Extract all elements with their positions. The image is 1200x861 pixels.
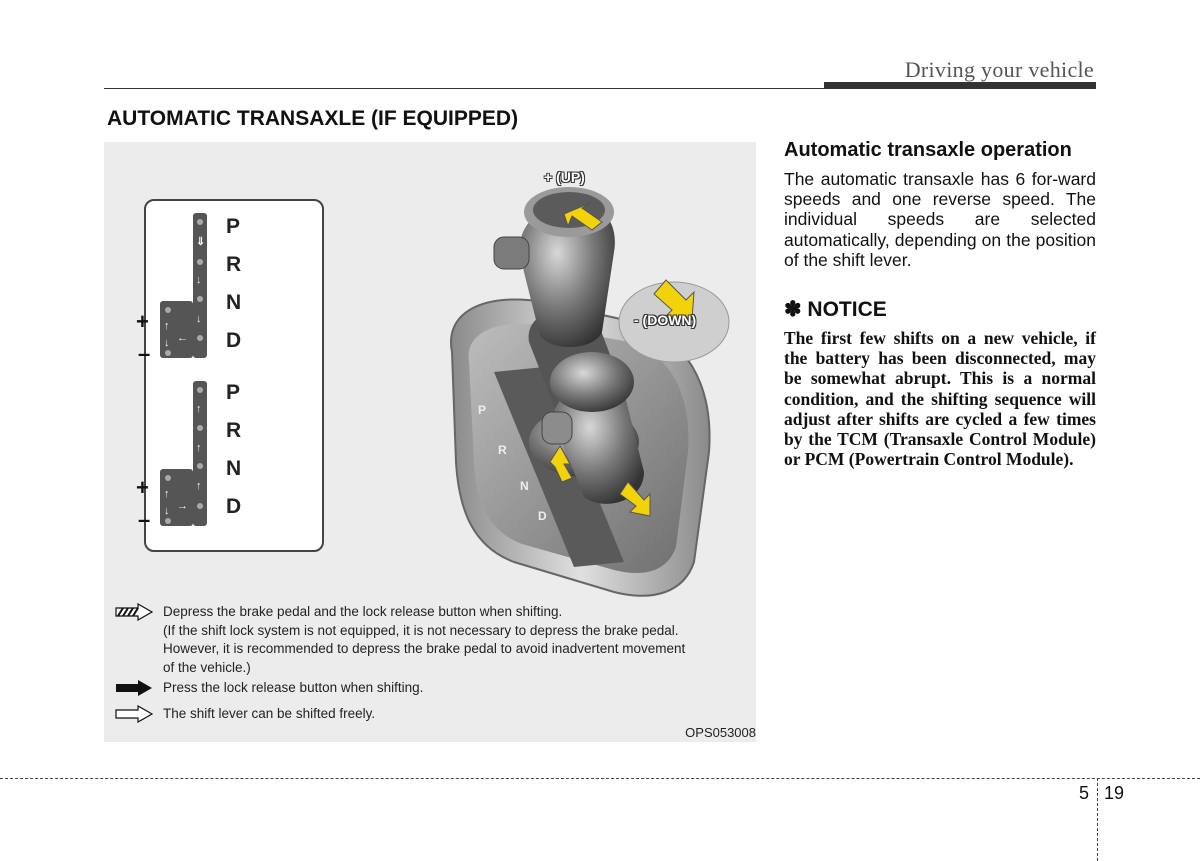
legend-free-shift-text: The shift lever can be shifted freely. [163, 706, 376, 721]
console-label-n: N [520, 479, 529, 493]
chapter-number: 5 [1079, 783, 1090, 803]
legend-item-free-shift [114, 705, 375, 724]
gate-dot [165, 350, 171, 356]
gate-dot [197, 463, 203, 469]
notice-title: ✽ NOTICE [784, 298, 887, 321]
gate-dot [197, 503, 203, 509]
gate-dot [165, 475, 171, 481]
gear-label-p: P [226, 215, 241, 238]
section-title: AUTOMATIC TRANSAXLE (IF EQUIPPED) [107, 107, 519, 130]
legend-brake-line: of the vehicle.) [163, 659, 251, 675]
console-label-d: D [538, 509, 547, 523]
running-header: Driving your vehicle [904, 57, 1094, 82]
gear-label-n: N [226, 457, 242, 480]
gear-label-d: D [226, 495, 242, 518]
left-arrow-icon: ← [177, 332, 188, 344]
legend-brake-line: (If the shift lock system is not equipped, it is not necessary to depress the brake pedal. [163, 622, 679, 638]
footer-page-divider [1097, 778, 1098, 861]
console-label-r: R [498, 443, 507, 457]
callout-down: - (DOWN) [634, 312, 697, 328]
manual-minus-label: – [138, 341, 151, 366]
figure-code: OPS053008 [685, 725, 756, 740]
legend-item-lock-release [114, 679, 423, 698]
callout-up: + (UP) [544, 169, 585, 185]
legend-item-brake [114, 603, 685, 677]
manual-plus-label: + [136, 309, 149, 334]
shift-gate-diagram [136, 199, 324, 552]
hatched-down-arrow-icon: ⇓ [196, 236, 206, 248]
legend-brake-line: However, it is recommended to depress the brake pedal to avoid inadvertent movement [163, 641, 686, 656]
operation-body: The automatic transaxle has 6 for-ward speeds and one reverse speed. The individual speeds are selected automatically, depending on the position of the shift lever. [784, 169, 1096, 270]
page-number: 19 [1104, 783, 1125, 803]
gate-dot [197, 219, 203, 225]
gear-label-d: D [226, 329, 242, 352]
shift-pattern-figure [104, 142, 756, 742]
gate-dot [165, 518, 171, 524]
outline-arrow-icon [114, 705, 154, 723]
manual-plus-label: + [136, 475, 149, 500]
gate-dot [197, 387, 203, 393]
down-arrow-icon: ↓ [196, 313, 202, 325]
operation-title: Automatic transaxle operation [784, 139, 1072, 161]
gate-dot [197, 335, 203, 341]
notice-body: The first few shifts on a new vehicle, if the battery has been disconnected, may be somewhat abrupt. This is a normal condition, and the shifting sequence will adjust after shifts are cycled a few times by the TCM (Transaxle Control Module) or PCM (Powertrain Control Module). [784, 328, 1096, 470]
down-arrow-icon: ↓ [164, 337, 170, 349]
gear-label-n: N [226, 291, 242, 314]
manual-minus-label: – [138, 507, 151, 532]
gear-label-p: P [226, 381, 241, 404]
down-arrow-icon: ↓ [196, 274, 202, 286]
up-arrow-icon: ↑ [196, 403, 202, 415]
gate-dot [197, 259, 203, 265]
gate-dot [197, 425, 203, 431]
down-arrow-icon: ↓ [164, 505, 170, 517]
console-label-p: P [478, 403, 487, 417]
gear-label-r: R [226, 253, 242, 276]
solid-arrow-icon [114, 679, 154, 697]
up-arrow-icon: ↑ [196, 480, 202, 492]
hatched-arrow-icon [114, 603, 154, 621]
gate-dot [165, 307, 171, 313]
gear-label-r: R [226, 419, 242, 442]
shift-lever-illustration [424, 142, 744, 602]
up-arrow-icon: ↑ [164, 320, 170, 332]
up-arrow-icon: ↑ [164, 488, 170, 500]
right-arrow-icon: → [177, 500, 188, 512]
legend-brake-line: Depress the brake pedal and the lock release button when shifting. [163, 604, 563, 619]
header-rule-accent [824, 82, 1096, 89]
legend-lock-release-text: Press the lock release button when shifting. [163, 680, 424, 695]
footer-divider [0, 778, 1200, 779]
gate-dot [197, 296, 203, 302]
up-arrow-icon: ↑ [196, 442, 202, 454]
